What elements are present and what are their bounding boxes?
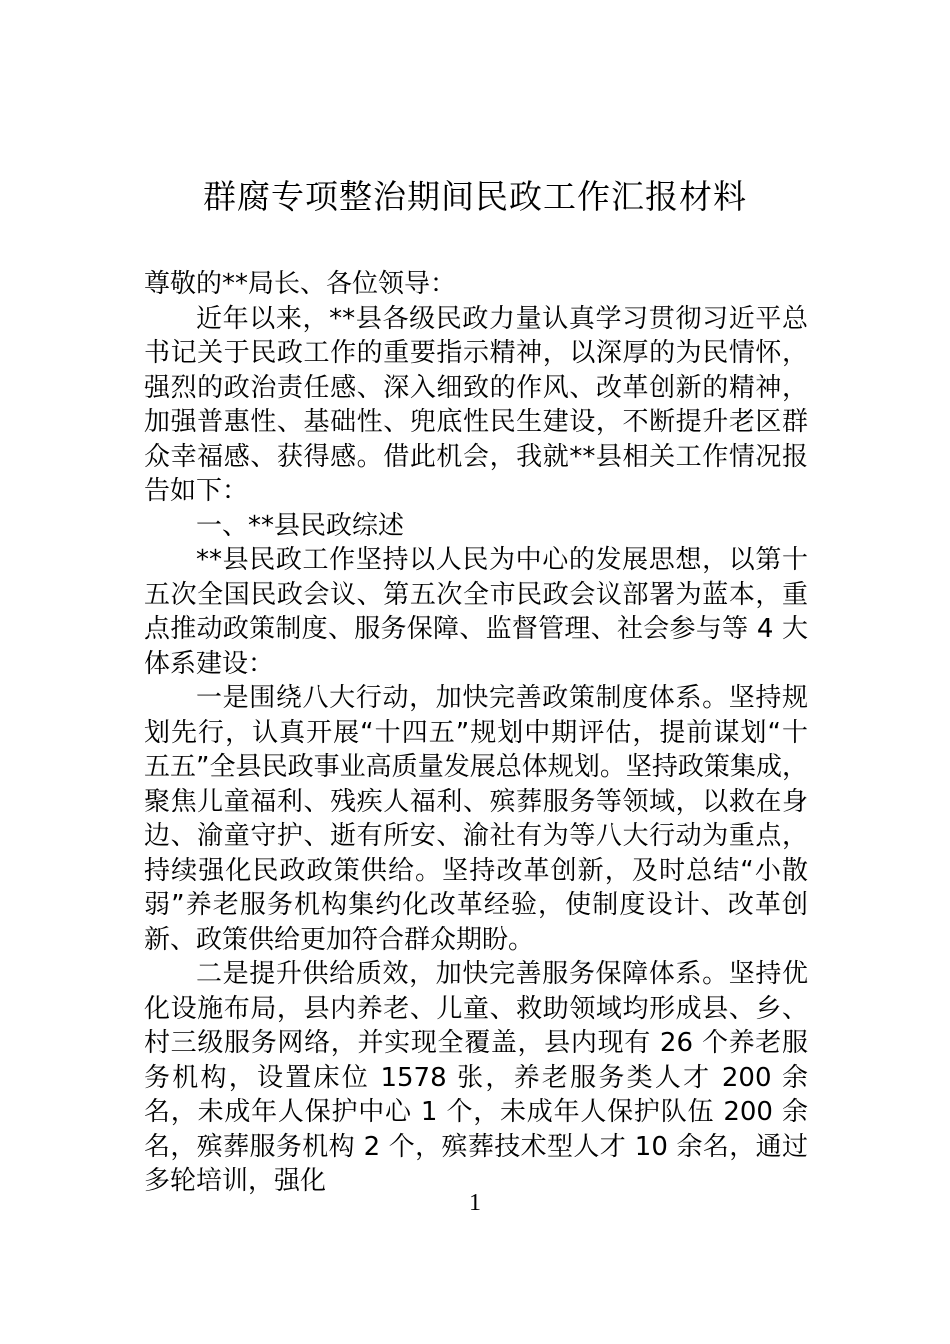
page-number: 1 <box>469 1190 481 1216</box>
paragraph-overview: **县民政工作坚持以人民为中心的发展思想，以第十五次全国民政会议、第五次全市民政会议部署为蓝本，重点推动政策制度、服务保障、监督管理、社会参与等 4 大体系建设： <box>144 545 808 679</box>
paragraph-intro: 近年以来，**县各级民政力量认真学习贯彻习近平总书记关于民政工作的重要指示精神，以深厚的为民情怀，强烈的政治责任感、深入细致的作风、改革创新的精神，加强普惠性、基础性、兜底性民生建设，不断提升老区群众幸福感、获得感。借此机会，我就**县相关工作情况报告如下： <box>144 303 808 506</box>
section-heading: 一、**县民政综述 <box>196 510 405 541</box>
paragraph-service-system: 二是提升供给质效，加快完善服务保障体系。坚持优化设施布局，县内养老、儿童、救助领域均形成县、乡、村三级服务网络，并实现全覆盖，县内现有 26 个养老服务机构，设置床位 1578 张，养老服务类人才 200 余名，未成年人保护中心 1 个，未成年人保护队伍 200 余名，殡葬服务机构 2 个，殡葬技术型人才 10 余名，通过多轮培训，强化 <box>144 959 808 1196</box>
document-title: 群腐专项整治期间民政工作汇报材料 <box>203 177 747 216</box>
paragraph-policy-system: 一是围绕八大行动，加快完善政策制度体系。坚持规划先行，认真开展“十四五”规划中期评估，提前谋划“十五五”全县民政事业高质量发展总体规划。坚持政策集成，聚焦儿童福利、残疾人福利、殡葬服务等领域，以救在身边、渝童守护、逝有所安、渝社有为等八大行动为重点，持续强化民政政策供给。坚持改革创新，及时总结“小散弱”养老服务机构集约化改革经验，使制度设计、改革创新、政策供给更加符合群众期盼。 <box>144 683 808 955</box>
document-body <box>144 267 808 1199</box>
salutation: 尊敬的**局长、各位领导： <box>144 269 457 299</box>
